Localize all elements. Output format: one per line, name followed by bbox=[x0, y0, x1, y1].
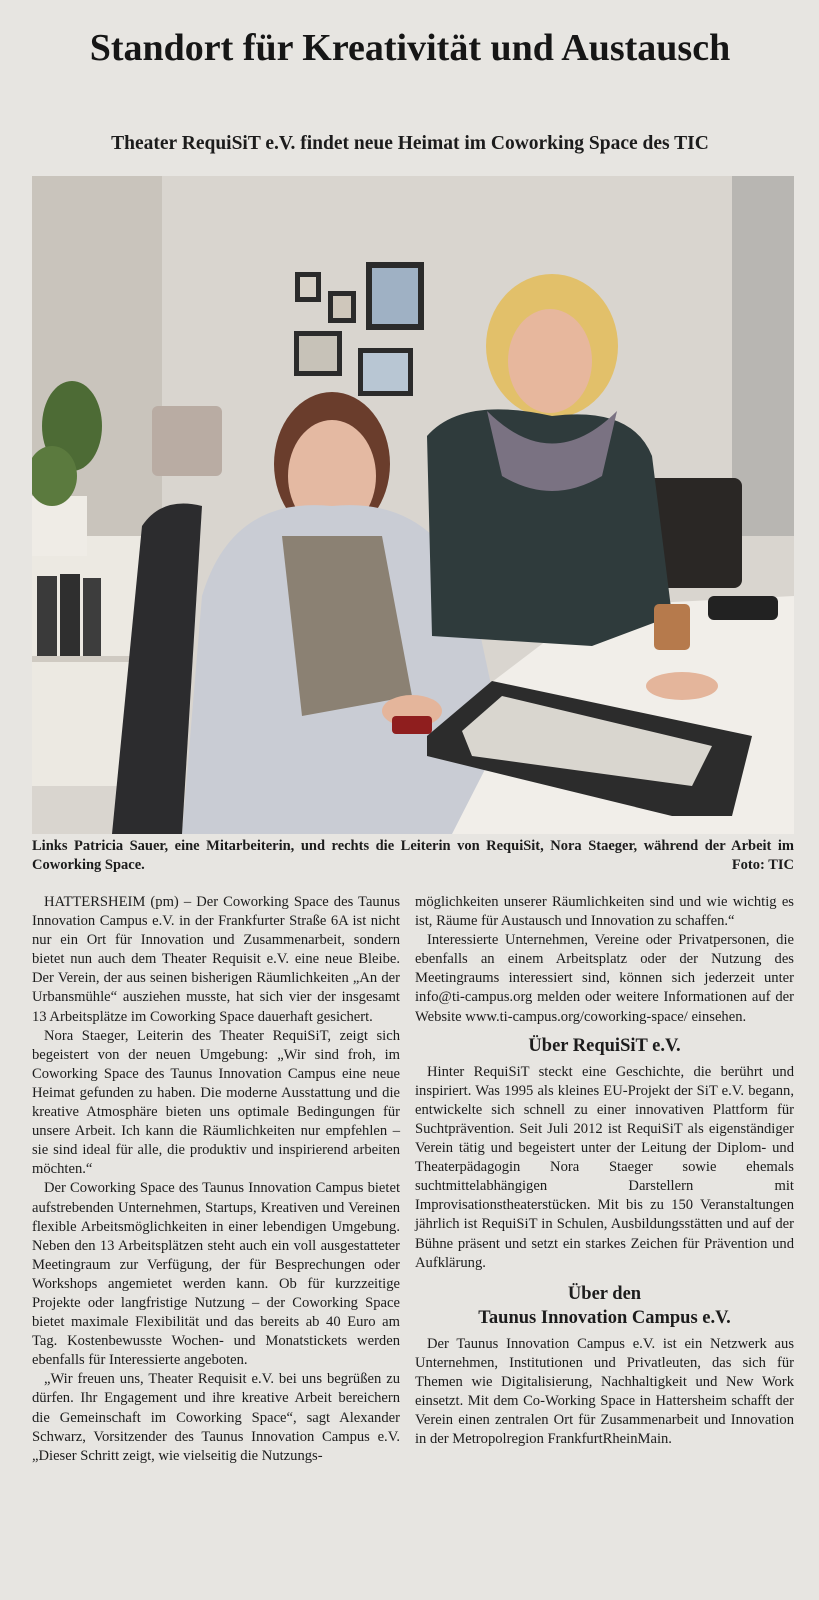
caption-text: Links Patricia Sauer, eine Mitarbeiterin, und rechts die Leiterin von RequiSit, Nora Staeger, während der Arbeit im Coworking Space. bbox=[32, 838, 794, 873]
article-photo bbox=[32, 176, 794, 834]
paragraph: HATTERSHEIM (pm) – Der Coworking Space des Taunus Innovation Campus e.V. in der Frankfurter Straße 6A ist nicht nur ein Ort für Innovation und Zusammenarbeit, sondern bietet nun auch dem Theater Requisit e.V. eine neue Bleibe. Der Verein, der aus seinen bisherigen Räumlichkeiten „An der Urbansmühle“ ausziehen musste, hat sich vier der insgesamt 13 Arbeitsplätze im Coworking Space dauerhaft gesichert. bbox=[32, 894, 400, 1025]
paragraph: „Wir freuen uns, Theater Requisit e.V. bei uns begrüßen zu dürfen. Ihr Engagement und ihre kreative Arbeit bereichern die Gemeinschaft im Coworking Space“, sagt Alexander Schwarz, Vorsitzender des Taunus Innovation Campus e.V. „Dieser Schritt zeigt, wie vielseitig die Nutzungs- bbox=[32, 1371, 400, 1464]
paragraph: Der Coworking Space des Taunus Innovation Campus bietet aufstrebenden Unternehmen, Startups, Kreativen und Vereinen flexible Arbeitsmöglichkeiten in einer lebendigen Umgebung. Neben den 13 Arbeitsplätzen steht auch ein voll ausgestatteter Meetingraum zur Verfügung, der für Besprechungen oder Workshops angemietet werden kann. Ob für kurzzeitige Projekte oder langfristige Nutzung – der Coworking Space bietet maximale Flexibilität und das bereits ab 40 Euro am Tag. Kostenbewusste Wochen- und Monatstickets werden ebenfalls für Interessierte angeboten. bbox=[32, 1180, 400, 1369]
subheadline: Theater RequiSiT e.V. findet neue Heimat im Coworking Space des TIC bbox=[111, 133, 709, 154]
photo-caption bbox=[32, 837, 794, 875]
paragraph: möglichkeiten unserer Räumlichkeiten sind und wie wichtig es ist, Räume für Austausch und Innovation zu schaffen.“ bbox=[415, 894, 794, 930]
section-heading-tic-line1: Über den bbox=[567, 1283, 642, 1304]
photo-illustration bbox=[32, 176, 794, 834]
column-left bbox=[32, 893, 400, 1466]
section-heading-requisit: Über RequiSiT e.V. bbox=[528, 1035, 681, 1056]
paragraph: Nora Staeger, Leiterin des Theater RequiSiT, zeigt sich begeistert von der neuen Umgebung: „Wir sind froh, im Coworking Space des Taunus Innovation Campus eine neue Heimat gefunden zu haben. Die moderne Ausstattung und die kreative Atmosphäre bieten uns optimale Bedingungen für unsere Arbeit. Ich kann die Räumlichkeiten nur empfehlen – sie sind ideal für alle, die produktiv und inspirierend arbeiten möchten.“ bbox=[32, 1027, 400, 1178]
section-heading-tic-line2: Taunus Innovation Campus e.V. bbox=[478, 1307, 731, 1328]
column-right bbox=[415, 893, 794, 1449]
paragraph: Interessierte Unternehmen, Vereine oder Privatpersonen, die ebenfalls an einem Arbeitsplatz oder der Nutzung des Meetingraums interessiert sind, können sich jederzeit unter info@ti-campus.org melden oder weitere Informationen auf der Website www.ti-campus.org/coworking-space/ einsehen. bbox=[415, 932, 794, 1025]
paragraph: Hinter RequiSiT steckt eine Geschichte, die berührt und inspiriert. Was 1995 als kleines EU-Projekt der SiT e.V. begann, entwickelte sich schnell zu einer innovativen Plattform für Suchtprävention. Seit Juli 2012 ist RequiSiT als eigenständiger Verein tätig und begeistert unter der Leitung der Diplom- und Theaterpädagogin Nora Staeger sowie ehemals suchtmittelabhängigen Darstellern mit Improvisationstheaterstücken. Mit bis zu 150 Veranstaltungen jährlich ist RequiSiT in Schulen, Ausbildungsstätten und auf der Bühne präsent und setzt ein starkes Zeichen für Prävention und Aufklärung. bbox=[415, 1063, 794, 1271]
paragraph: Der Taunus Innovation Campus e.V. ist ein Netzwerk aus Unternehmen, Institutionen und Privatleuten, das sich für Themen wie Digitalisierung, Nachhaltigkeit und New Work einsetzt. Mit dem Co-Working Space in Hattersheim schafft der Verein einen zentralen Ort für Zusammenarbeit und Innovation in der Metropolregion FrankfurtRheinMain. bbox=[415, 1335, 794, 1448]
headline: Standort für Kreativität und Austausch bbox=[89, 27, 731, 69]
photo-credit: Foto: TIC bbox=[731, 857, 794, 873]
